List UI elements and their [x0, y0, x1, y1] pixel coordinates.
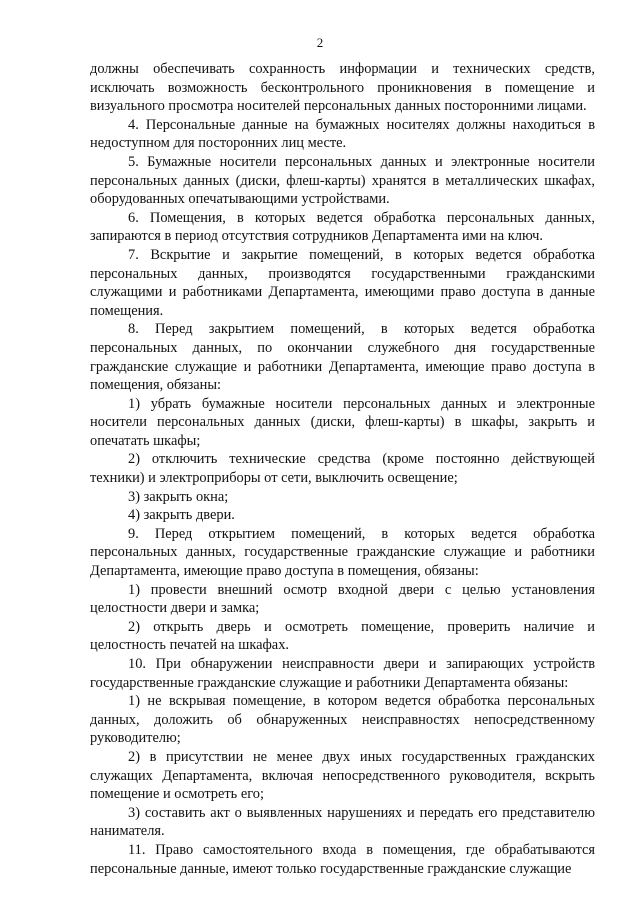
paragraph-item-4: 4. Персональные данные на бумажных носителях должны находиться в недоступном для посторонних лиц месте.	[90, 116, 595, 152]
paragraph-item-10: 10. При обнаружении неисправности двери и запирающих устройств государственные гражданские служащие и работники Департамента обязаны:	[90, 656, 595, 691]
paragraph-item-8: 8. Перед закрытием помещений, в которых ведется обработка персональных данных, по окончании служебного дня государственные гражданские служащие и работники Департамента, имеющие право доступа в помещения, обязаны:	[90, 321, 595, 394]
subitem-8-1: 1) убрать бумажные носители персональных данных и электронные носители персональных данных (диски, флеш-карты) в шкафы, закрыть и опечатать шкафы;	[90, 395, 595, 449]
paragraph-continuation: должны обеспечивать сохранность информации и технических средств, исключать возможность бесконтрольного проникновения в помещение и визуального просмотра носителей персональных данных посторонними лицами.	[90, 61, 595, 115]
document-body	[90, 60, 595, 878]
subitem-8-4: 4) закрыть двери.	[128, 507, 235, 524]
subitem-8-2: 2) отключить технические средства (кроме постоянно действующей техники) и электроприборы от сети, выключить освещение;	[90, 451, 595, 487]
paragraph-item-6: 6. Помещения, в которых ведется обработка персональных данных, запираются в период отсутствия сотрудников Департамента ими на ключ.	[90, 209, 595, 245]
paragraph-item-9: 9. Перед открытием помещений, в которых ведется обработка персональных данных, государственные гражданские служащие и работники Департамента, имеющие право доступа в помещения, обязаны:	[90, 525, 595, 580]
subitem-10-1: 1) не вскрывая помещение, в котором ведется обработка персональных данных, доложить об обнаруженных неисправностях непосредственному руководителю;	[90, 693, 595, 747]
subitem-8-3: 3) закрыть окна;	[128, 488, 229, 505]
subitem-10-3: 3) составить акт о выявленных нарушениях и передать его представителю нанимателя.	[90, 804, 595, 840]
paragraph-item-11: 11. Право самостоятельного входа в помещения, где обрабатываются персональные данные, имеют только государственные гражданские служащие	[90, 841, 595, 877]
paragraph-item-5: 5. Бумажные носители персональных данных и электронные носители персональных данных (диски, флеш-карты) хранятся в металлических шкафах, оборудованных опечатывающими устройствами.	[90, 153, 595, 208]
page-number: 2	[316, 35, 324, 50]
subitem-9-2: 2) открыть дверь и осмотреть помещение, проверить наличие и целостность печатей на шкафах.	[90, 618, 595, 654]
subitem-9-1: 1) провести внешний осмотр входной двери с целью установления целостности двери и замка;	[90, 581, 595, 617]
subitem-10-2: 2) в присутствии не менее двух иных государственных гражданских служащих Департамента, включая непосредственного руководителя, вскрыть помещение и осмотреть его;	[90, 748, 595, 803]
paragraph-item-7: 7. Вскрытие и закрытие помещений, в которых ведется обработка персональных данных, производятся государственными гражданскими служащими и работниками Департамента, имеющими право доступа в данные помещения.	[90, 246, 595, 319]
